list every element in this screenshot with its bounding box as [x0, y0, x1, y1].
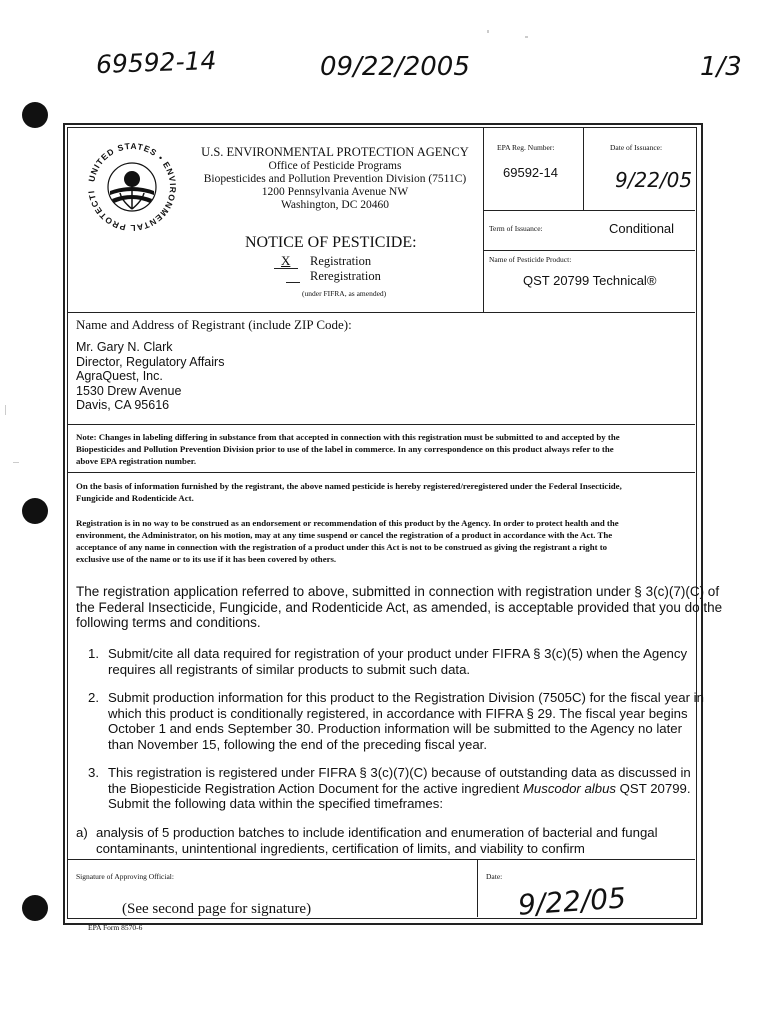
note-line: above EPA registration number. [76, 456, 197, 466]
registrant-line: Davis, CA 95616 [76, 398, 170, 412]
divider-right-2 [483, 250, 695, 251]
organism-name: Muscodor albus [522, 780, 616, 796]
fifra-note: (under FIFRA, as amended) [302, 289, 387, 298]
condition-line: which this product is conditionally registered, in accordance with FIFRA § 29. The fiscal year begins [108, 705, 688, 721]
divider-registrant [67, 424, 695, 425]
punch-hole-middle [22, 498, 48, 524]
signature-reference: (See second page for signature) [122, 901, 312, 917]
reregistration-option: Reregistration [310, 269, 381, 283]
scan-speck [487, 30, 489, 33]
term-value: Conditional [609, 221, 675, 236]
signature-date-handwritten: 9/22/05 [516, 881, 627, 922]
scan-speck [13, 462, 19, 463]
basis-line: On the basis of information furnished by the registrant, the above named pesticide is hereby registered/reregistered under the Federal Insecticide, [76, 481, 622, 491]
condition-line: Submit production information for this product to the Registration Division (7505C) for the fiscal year in [108, 690, 704, 705]
reregistration-check-line [286, 282, 300, 283]
divider-header [67, 312, 695, 313]
intro-line: the Federal Insecticide, Fungicide, and Rodenticide Act, as amended, is acceptable provided that you do the [76, 599, 723, 615]
agency-office: Office of Pesticide Programs [268, 160, 402, 172]
registration-check-line [274, 268, 298, 269]
scan-speck [5, 405, 6, 415]
scan-speck [525, 36, 528, 38]
epa-reg-value: 69592-14 [503, 165, 558, 180]
disclaimer-line: environment, the Administrator, on his motion, may at any time suspend or cancel the registration of a product in accordance with the Act. The [76, 530, 613, 540]
condition-text: the Biopesticide Registration Action Document for the active ingredient [108, 780, 523, 796]
term-label: Term of Issuance: [489, 224, 543, 233]
disclaimer-line: exclusive use of the name or to its use if it has been covered by others. [76, 554, 337, 564]
punch-hole-top [22, 102, 48, 128]
registration-checkbox-mark: X [281, 253, 291, 268]
epa-reg-label: EPA Reg. Number: [497, 143, 555, 152]
handwritten-reg-code: 69592-14 [95, 45, 217, 80]
divider-right-vertical [483, 127, 484, 312]
divider-right-1 [483, 210, 695, 211]
product-label: Name of Pesticide Product: [489, 255, 572, 264]
condition-number: 1. [88, 646, 99, 661]
disclaimer-line: acceptance of any name in connection with the registration of a product under this Act is not to be construed as giving the registrant a right to [76, 542, 608, 552]
condition-line: than November 15, following the end of the preceding fiscal year. [108, 736, 488, 752]
registration-option: Registration [310, 254, 372, 268]
issuance-date-label: Date of Issuance: [610, 143, 663, 152]
epa-seal [80, 135, 184, 239]
notice-title: NOTICE OF PESTICIDE: [245, 234, 417, 251]
registrant-line: AgraQuest, Inc. [76, 369, 163, 383]
svg-text:UNITED STATES • ENVIRONMENTAL: UNITED STATES • ENVIRONMENTAL PROTECTI [86, 140, 179, 234]
registrant-line: Mr. Gary N. Clark [76, 340, 173, 354]
note-line: Note: Changes in labeling differing in substance from that accepted in connection with this registration must be submitted to and accepted by the [76, 432, 620, 442]
agency-name: U.S. ENVIRONMENTAL PROTECTION AGENCY [201, 145, 469, 159]
divider-note [67, 472, 695, 473]
agency-address-line1: 1200 Pennsylvania Avenue NW [261, 186, 409, 198]
agency-division: Biopesticides and Pollution Prevention Division (7511C) [203, 173, 467, 185]
divider-top-right-vertical [583, 127, 584, 210]
intro-line: The registration application referred to above, submitted in connection with registration under § 3(c)(7)(C) of [76, 584, 720, 599]
basis-statement [76, 480, 691, 504]
condition-number: 2. [88, 690, 99, 705]
signature-date-label: Date: [486, 872, 503, 881]
labeling-note [76, 431, 691, 467]
form-number: EPA Form 8570-6 [88, 923, 143, 932]
issuance-date-handwritten: 9/22/05 [615, 168, 693, 192]
handwritten-date: 09/22/2005 [320, 52, 470, 82]
registrant-label: Name and Address of Registrant (include ZIP Code): [76, 317, 352, 332]
agency-address-line2: Washington, DC 20460 [280, 199, 389, 211]
condition-line: contaminants, unintentional ingredients, certification of limits, and viability to confirm [96, 840, 585, 856]
condition-line: October 1 and ends September 30. Production information will be submitted to the Agency no later [108, 721, 682, 736]
handwritten-page-number: 1/3 [700, 52, 742, 82]
condition-text: QST 20799. [616, 780, 691, 796]
divider-signature [67, 859, 695, 860]
condition-line: analysis of 5 production batches to include identification and enumeration of bacterial and fungal [96, 825, 658, 840]
epa-seal-icon [80, 135, 184, 239]
condition-line: Submit the following data within the specified timeframes: [108, 796, 443, 811]
signature-label: Signature of Approving Official: [76, 872, 174, 881]
note-line: Biopesticides and Pollution Prevention Division prior to use of the label in commerce. In any correspondence on this product always refer to the [76, 444, 614, 454]
condition-number: a) [76, 825, 88, 840]
punch-hole-bottom [22, 895, 48, 921]
condition-number: 3. [88, 765, 99, 780]
condition-line: This registration is registered under FIFRA § 3(c)(7)(C) because of outstanding data as discussed in [108, 765, 691, 780]
disclaimer-statement [76, 517, 691, 565]
registrant-line: Director, Regulatory Affairs [76, 354, 225, 369]
disclaimer-line: Registration is in no way to be construed as an endorsement or recommendation of this product by the Agency. In order to protect health and the [76, 518, 619, 528]
condition-line: Submit/cite all data required for registration of your product under FIFRA § 3(c)(5) when the Agency [108, 646, 688, 661]
condition-line: requires all registrants of similar products to submit such data. [108, 661, 471, 677]
registrant-line: 1530 Drew Avenue [76, 383, 182, 398]
product-value: QST 20799 Technical® [523, 273, 657, 288]
divider-signature-vertical [477, 859, 478, 917]
intro-paragraph [76, 584, 722, 631]
basis-line: Fungicide and Rodenticide Act. [76, 493, 194, 503]
registrant-address [76, 340, 224, 413]
intro-line: following terms and conditions. [76, 615, 261, 630]
condition-line [108, 781, 691, 797]
